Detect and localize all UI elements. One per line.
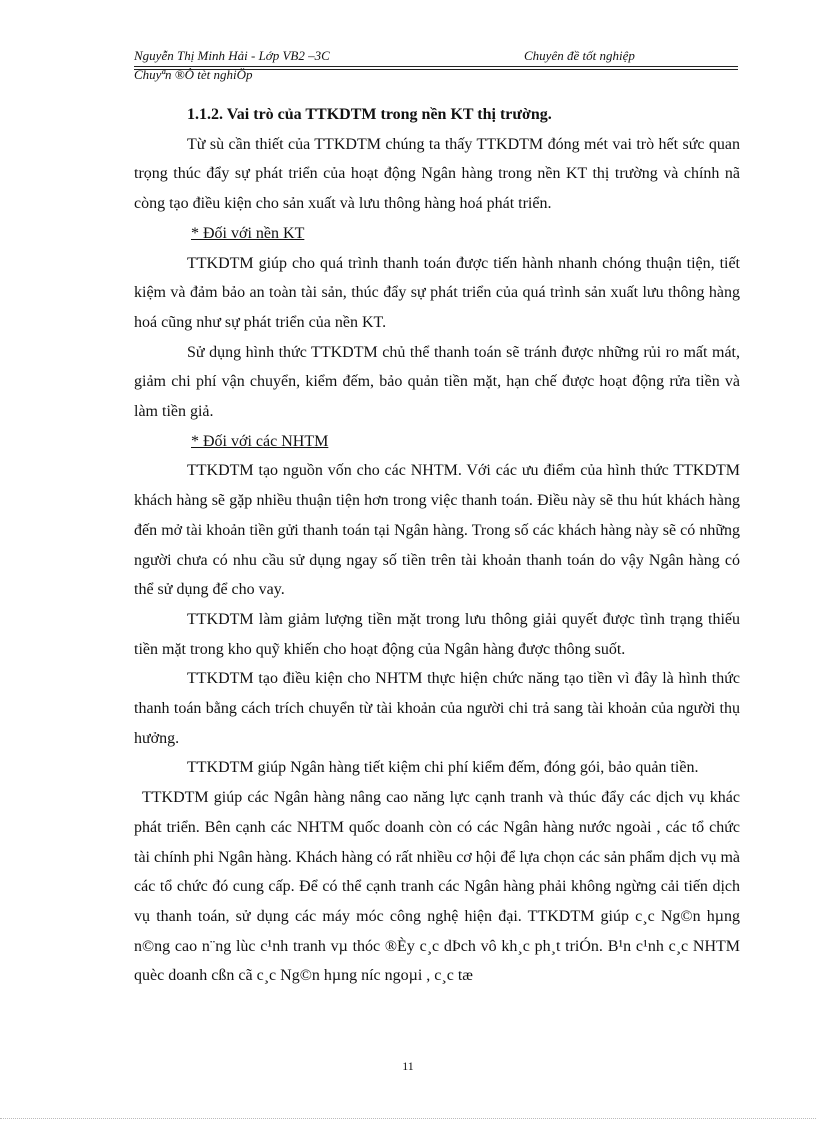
page-bottom-border [0, 1118, 816, 1119]
paragraph-economy-1: TTKDTM giúp cho quá trình thanh toán được tiến hành nhanh chóng thuận tiện, tiết kiệm và đảm bảo an toàn tài sản, thúc đẩy sự phát triển của quá trình sản xuất lưu thông hàng hoá cũng như sự phát triển của nền KT. [134, 254, 740, 331]
subheading-banks [134, 427, 740, 457]
subheading-banks-text: * Đối với các NHTM [191, 432, 329, 450]
paragraph-intro: Từ sù cần thiết của TTKDTM chúng ta thấy TTKDTM đóng mét vai trò hết sức quan trọng thúc đẩy sự phát triển của hoạt động Ngân hàng trong nền KT thị trường và chính nã còng tạo điều kiện cho sản xuất và lưu thông hàng hoá phát triển. [134, 135, 740, 213]
page-number: 11 [402, 1059, 414, 1073]
page-header [134, 48, 738, 84]
subheading-economy [134, 219, 740, 249]
paragraph-banks-5: TTKDTM giúp các Ngân hàng nâng cao năng lực cạnh tranh và thúc đẩy các dịch vụ khác phát triển. Bên cạnh các NHTM quốc doanh còn có các Ngân hàng nước ngoài , các tổ chức tài chính phi Ngân hàng. Khách hàng có rất nhiều cơ hội để lựa chọn các sản phẩm dịch vụ mà các tổ chức đó cung cấp. Để có thể cạnh tranh các Ngân hàng phải không ngừng cải tiến dịch vụ thanh toán, sử dụng các máy móc công nghệ hiện đại. TTKDTM giúp c¸c Ng©n hµng n©ng cao n¨ng lùc c¹nh tranh vµ thóc ®Èy c¸c dÞch vô kh¸c ph¸t triÓn. B¹n c¹nh c¸c NHTM quèc doanh cßn cã c¸c Ng©n hµng níc ngoµi , c¸c tæ [134, 789, 740, 985]
section-heading: 1.1.2. Vai trò của TTKDTM trong nền KT thị trường. [187, 106, 552, 123]
paragraph-banks-3: TTKDTM tạo điều kiện cho NHTM thực hiện chức năng tạo tiền vì đây là hình thức thanh toán bằng cách trích chuyển từ tài khoản của người chi trả sang tài khoản của người thụ hưởng. [134, 670, 740, 747]
paragraph-economy-2: Sử dụng hình thức TTKDTM chủ thể thanh toán sẽ tránh được những rủi ro mất mát, giảm chi phí vận chuyển, kiểm đếm, bảo quản tiền mặt, hạn chế được hoạt động rửa tiền và làm tiền giả. [134, 343, 740, 421]
header-author: Nguyễn Thị Minh Hải - Lớp VB2 –3C [134, 48, 330, 63]
subheading-economy-text: * Đối với nền KT [191, 224, 305, 242]
header-topic: Chuyên đề tốt nghiệp [524, 48, 635, 63]
page-body [134, 100, 740, 991]
paragraph-banks-2: TTKDTM làm giảm lượng tiền mặt trong lưu thông giải quyết được tình trạng thiếu tiền mặt trong kho quỹ khiến cho hoạt động của Ngân hàng được thông suốt. [134, 610, 740, 658]
paragraph-banks-1: TTKDTM tạo nguồn vốn cho các NHTM. Với các ưu điểm của hình thức TTKDTM khách hàng sẽ gặp nhiều thuận tiện hơn trong việc thanh toán. Điều này sẽ thu hút khách hàng đến mở tài khoản tiền gửi thanh toán tại Ngân hàng. Trong số các khách hàng này sẽ có những người chưa có nhu cầu sử dụng ngay số tiền trên tài khoản thanh toán do vậy Ngân hàng có thể sử dụng để cho vay. [134, 462, 740, 599]
header-garbled-topic: Chuyªn ®Ò tèt nghiÖp [134, 67, 253, 82]
paragraph-banks-4: TTKDTM giúp Ngân hàng tiết kiệm chi phí kiểm đếm, đóng gói, bảo quản tiền. [187, 759, 699, 777]
